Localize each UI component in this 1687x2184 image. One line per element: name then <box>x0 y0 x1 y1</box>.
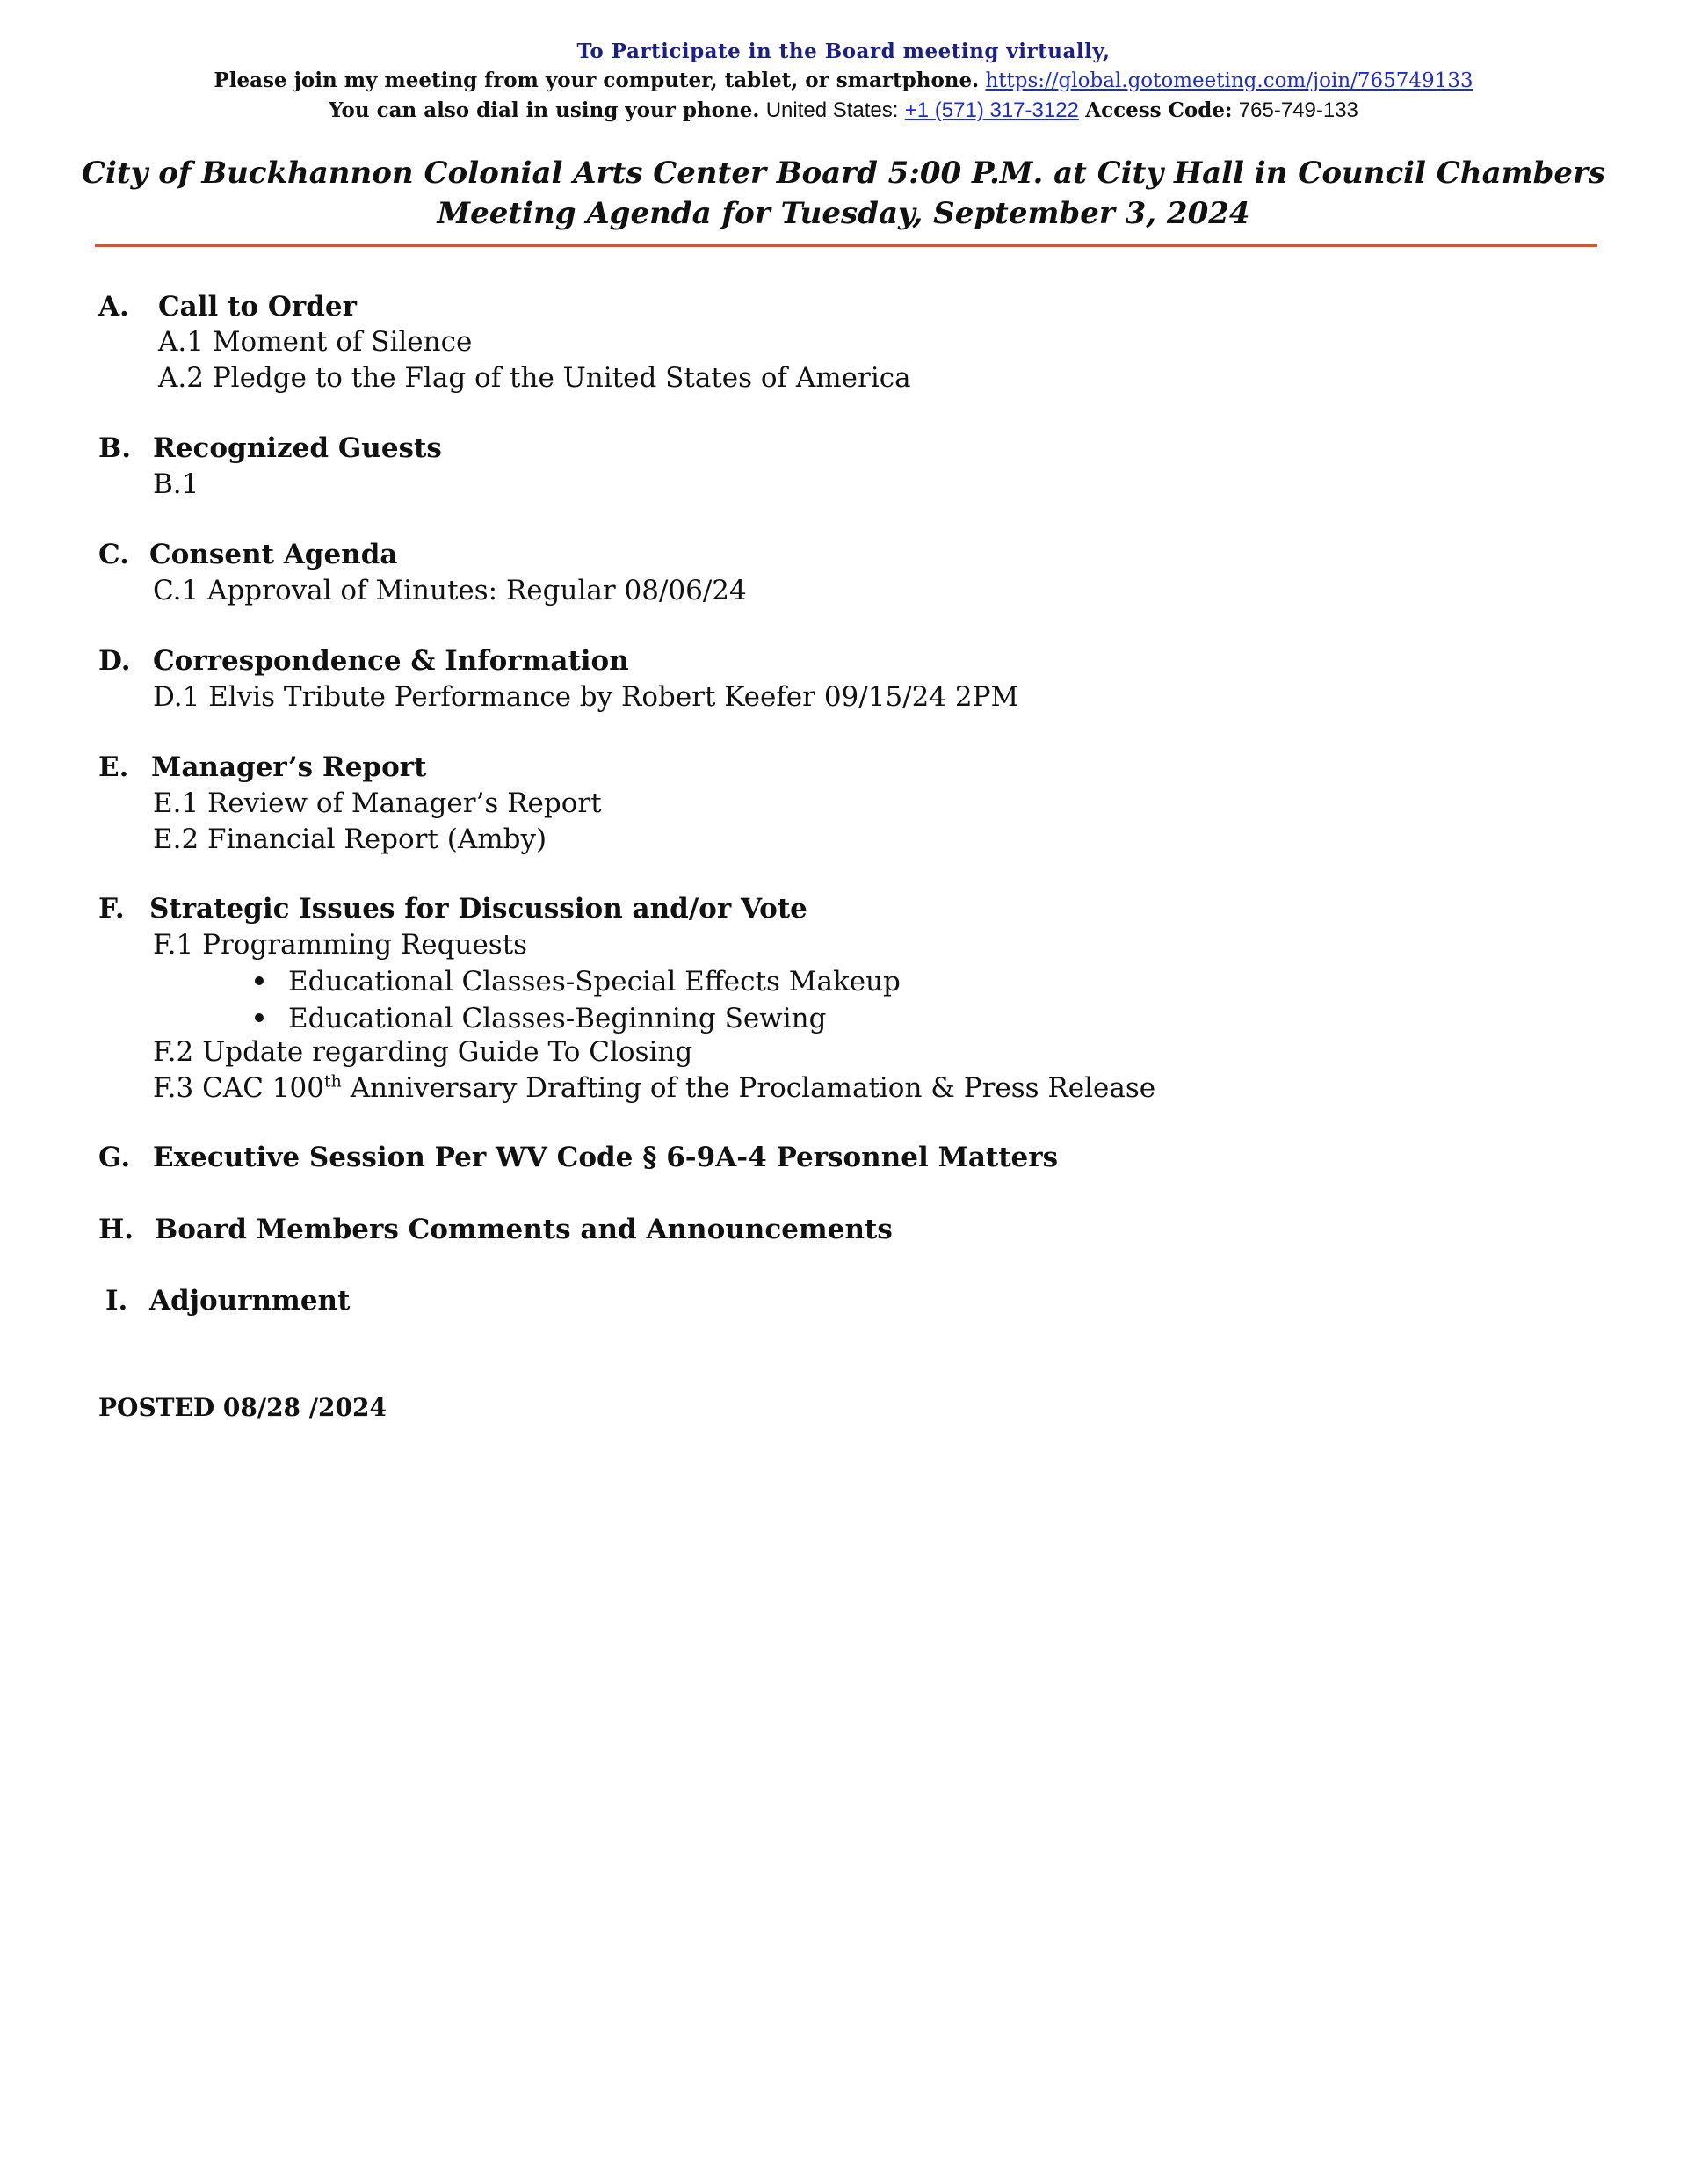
virtual-participation-heading: To Participate in the Board meeting virtually, <box>576 40 1111 63</box>
section-c-heading <box>98 537 397 572</box>
item-f3-pre: F.3 CAC 100 <box>153 1072 324 1104</box>
item-c1: C.1 Approval of Minutes: Regular 08/06/24 <box>153 575 747 606</box>
access-code-value: 765-749-133 <box>1238 98 1358 122</box>
item-b1: B.1 <box>153 468 199 500</box>
item-f3-post: Anniversary Drafting of the Proclamation & Press Release <box>341 1072 1156 1104</box>
section-a-name: Call to Order <box>158 291 357 323</box>
virtual-meeting-header <box>0 37 1687 126</box>
section-g-name: Executive Session Per WV Code § 6-9A-4 Personnel Matters <box>153 1142 1059 1173</box>
section-e-letter: E. <box>98 751 129 783</box>
section-a-heading <box>98 289 357 324</box>
section-i-name: Adjournment <box>149 1285 351 1317</box>
item-f2: F.2 Update regarding Guide To Closing <box>153 1036 693 1068</box>
agenda-title <box>0 153 1687 234</box>
section-b-heading <box>98 431 442 466</box>
section-e-heading <box>98 750 426 785</box>
gotomeeting-link[interactable]: https://global.gotomeeting.com/join/765749133 <box>985 69 1473 92</box>
section-f-letter: F. <box>98 893 125 925</box>
item-f3-sup: th <box>323 1071 342 1092</box>
dial-in-line <box>0 96 1687 126</box>
item-d1: D.1 Elvis Tribute Performance by Robert Keefer 09/15/24 2PM <box>153 681 1019 713</box>
bullet-text-1: Educational Classes-Special Effects Makeup <box>288 966 901 998</box>
item-a1: A.1 Moment of Silence <box>158 326 473 358</box>
section-i-heading <box>105 1283 350 1318</box>
bullet-item <box>255 964 901 999</box>
posted-date: POSTED 08/28 /2024 <box>98 1393 387 1422</box>
agenda-title-line2: Meeting Agenda for Tuesday, September 3, 2024 <box>437 196 1250 231</box>
section-d-name: Correspondence & Information <box>153 645 629 677</box>
section-f-heading <box>98 891 807 926</box>
section-h-letter: H. <box>98 1214 134 1245</box>
item-f1: F.1 Programming Requests <box>153 929 528 961</box>
dial-in-text: You can also dial in using your phone. <box>329 98 760 122</box>
section-h-heading <box>98 1212 893 1247</box>
section-b-name: Recognized Guests <box>153 432 442 464</box>
join-meeting-text: Please join my meeting from your computer, tablet, or smartphone. <box>214 69 980 92</box>
section-c-letter: C. <box>98 539 129 570</box>
title-divider <box>95 244 1597 247</box>
section-d-letter: D. <box>98 645 131 677</box>
section-b-letter: B. <box>98 432 131 464</box>
agenda-title-line1: City of Buckhannon Colonial Arts Center Board 5:00 P.M. at City Hall in Council Chambers <box>81 156 1606 191</box>
access-code-label: Access Code: <box>1085 98 1233 122</box>
section-g-letter: G. <box>98 1142 131 1173</box>
dial-in-phone-link[interactable]: +1 (571) 317-3122 <box>904 98 1079 122</box>
item-a2: A.2 Pledge to the Flag of the United States of America <box>158 362 911 394</box>
item-e1: E.1 Review of Manager’s Report <box>153 787 602 819</box>
section-d-heading <box>98 643 629 678</box>
section-h-name: Board Members Comments and Announcements <box>155 1214 893 1245</box>
join-meeting-line <box>0 66 1687 96</box>
dial-in-country: United States: <box>765 98 899 122</box>
item-f3 <box>153 1070 1155 1106</box>
section-i-letter: I. <box>105 1285 128 1317</box>
section-e-name: Manager’s Report <box>151 751 427 783</box>
bullet-text-2: Educational Classes-Beginning Sewing <box>288 1003 827 1034</box>
bullet-item <box>255 1001 826 1036</box>
bullet-icon <box>255 976 264 985</box>
section-c-name: Consent Agenda <box>149 539 398 570</box>
section-a-letter: A. <box>98 291 129 323</box>
item-e2: E.2 Financial Report (Amby) <box>153 824 547 855</box>
section-g-heading <box>98 1140 1058 1175</box>
section-f-name: Strategic Issues for Discussion and/or Vote <box>149 893 807 925</box>
bullet-icon <box>255 1013 264 1022</box>
